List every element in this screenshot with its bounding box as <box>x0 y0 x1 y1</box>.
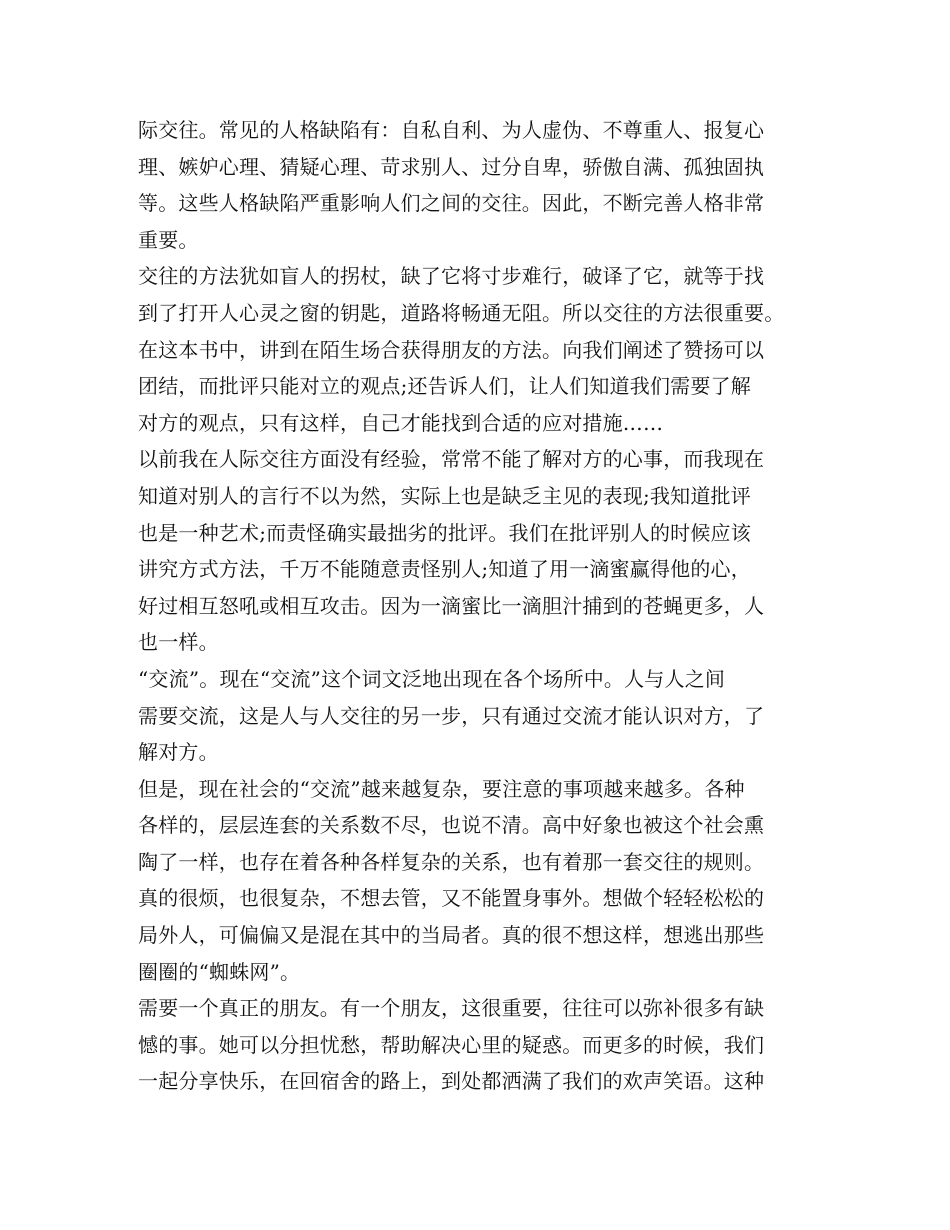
text-line: 各样的，层层连套的关系数不尽，也说不清。高中好象也被这个社会熏 <box>138 813 765 838</box>
text-line: 憾的事。她可以分担忧愁，帮助解决心里的疑惑。而更多的时候，我们 <box>138 1032 765 1057</box>
text-line: 局外人，可偏偏又是混在其中的当局者。真的很不想这样，想逃出那些 <box>138 923 765 948</box>
text-line: 团结，而批评只能对立的观点;还告诉人们，让人们知道我们需要了解 <box>138 374 751 399</box>
text-line: 知道对别人的言行不以为然，实际上也是缺乏主见的表现;我知道批评 <box>138 483 751 508</box>
text-line: 需要一个真正的朋友。有一个朋友，这很重要，往往可以弥补很多有缺 <box>138 996 765 1021</box>
text-line: 际交往。常见的人格缺陷有：自私自利、为人虚伪、不尊重人、报复心 <box>138 118 765 142</box>
text-line: 等。这些人格缺陷严重影响人们之间的交往。因此，不断完善人格非常 <box>138 191 765 216</box>
text-line: 需要交流，这是人与人交往的另一步，只有通过交流才能认识对方，了 <box>138 703 765 728</box>
text-line: 到了打开人心灵之窗的钥匙，道路将畅通无阻。所以交往的方法很重要。 <box>138 300 785 325</box>
text-line: 但是，现在社会的“交流”越来越复杂，要注意的事项越来越多。各种 <box>138 776 745 801</box>
document-body <box>138 112 828 1100</box>
text-line: 对方的观点，只有这样，自己才能找到合适的应对措施…… <box>138 410 664 435</box>
text-line: 真的很烦，也很复杂，不想去管，又不能置身事外。想做个轻轻松松的 <box>138 886 765 911</box>
text-line: 一起分享快乐，在回宿舍的路上，到处都洒满了我们的欢声笑语。这种 <box>138 1069 765 1094</box>
text-line: 也是一种艺术;而责怪确实最拙劣的批评。我们在批评别人的时候应该 <box>138 520 751 545</box>
text-line: 讲究方式方法，千万不能随意责怪别人;知道了用一滴蜜赢得他的心， <box>138 557 751 582</box>
text-line: 解对方。 <box>138 740 219 765</box>
text-line: 圈圈的“蜘蛛网”。 <box>138 959 301 984</box>
text-line: “交流”。现在“交流”这个词文泛地出现在各个场所中。人与人之间 <box>138 666 726 691</box>
text-line: 在这本书中，讲到在陌生场合获得朋友的方法。向我们阐述了赞扬可以 <box>138 337 765 362</box>
text-line: 重要。 <box>138 227 199 252</box>
text-line: 理、嫉妒心理、猜疑心理、苛求别人、过分自卑，骄傲自满、孤独固执 <box>138 154 765 179</box>
text-line: 陶了一样，也存在着各种各样复杂的关系，也有着那一套交往的规则。 <box>138 849 765 874</box>
text-line: 交往的方法犹如盲人的拐杖，缺了它将寸步难行，破译了它，就等于找 <box>138 264 765 289</box>
text-line: 好过相互怒吼或相互攻击。因为一滴蜜比一滴胆汁捕到的苍蝇更多，人 <box>138 593 765 618</box>
text-line: 以前我在人际交往方面没有经验，常常不能了解对方的心事，而我现在 <box>138 447 765 472</box>
text-line: 也一样。 <box>138 630 219 655</box>
